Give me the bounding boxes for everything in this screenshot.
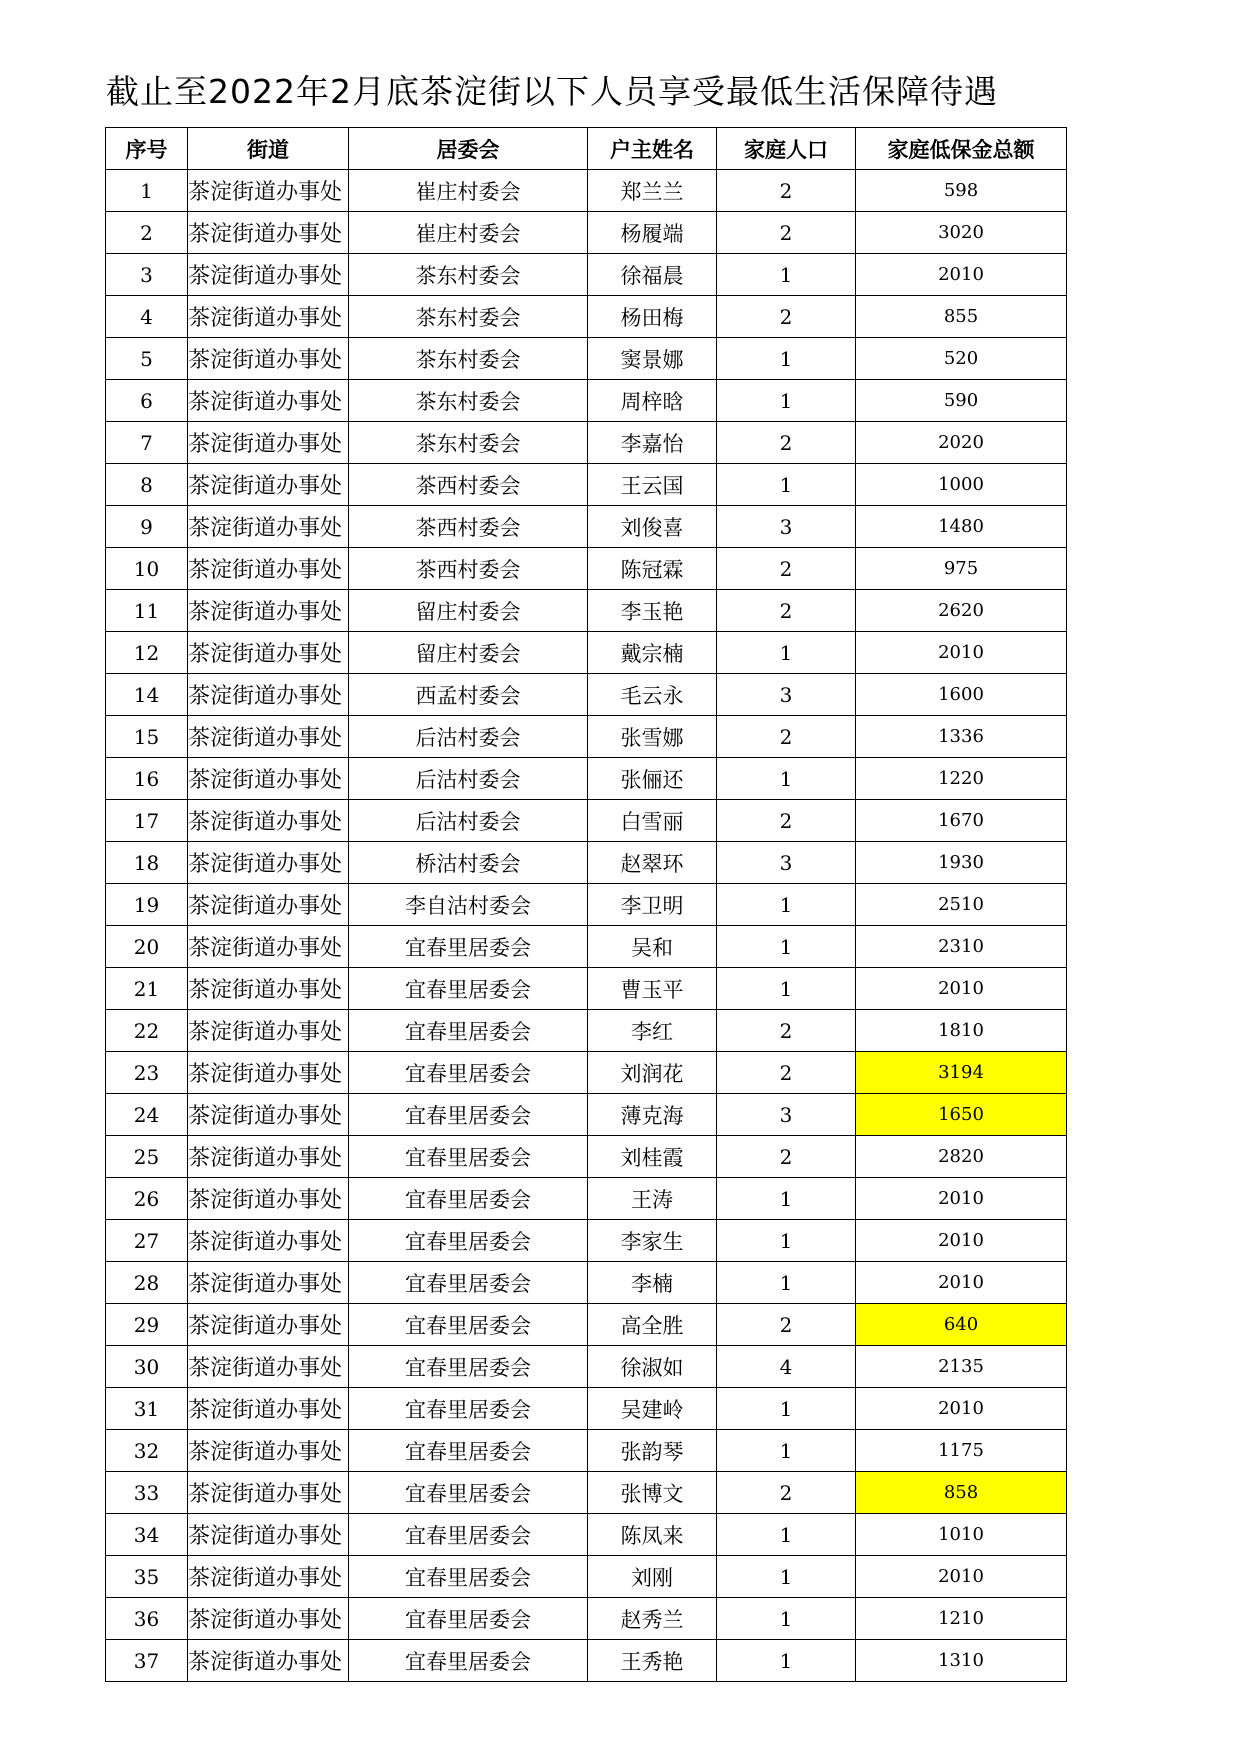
cell-street: 茶淀街道办事处 xyxy=(188,1010,349,1052)
cell-street: 茶淀街道办事处 xyxy=(188,800,349,842)
table-row xyxy=(106,1388,1067,1430)
cell-street: 茶淀街道办事处 xyxy=(188,1094,349,1136)
cell-street: 茶淀街道办事处 xyxy=(188,170,349,212)
cell-family-size: 2 xyxy=(717,1304,856,1346)
cell-family-size: 1 xyxy=(717,1220,856,1262)
cell-allowance-total: 1650 xyxy=(856,1094,1067,1136)
cell-index: 36 xyxy=(106,1598,188,1640)
table-row xyxy=(106,464,1067,506)
cell-householder: 毛云永 xyxy=(588,674,717,716)
cell-committee: 宜春里居委会 xyxy=(349,1136,588,1178)
table-header-row xyxy=(106,128,1067,170)
cell-index: 12 xyxy=(106,632,188,674)
cell-householder: 曹玉平 xyxy=(588,968,717,1010)
cell-allowance-total: 598 xyxy=(856,170,1067,212)
cell-street: 茶淀街道办事处 xyxy=(188,674,349,716)
cell-index: 24 xyxy=(106,1094,188,1136)
cell-committee: 留庄村委会 xyxy=(349,632,588,674)
page-title: 截止至2022年2月底茶淀街以下人员享受最低生活保障待遇 xyxy=(106,72,998,111)
cell-index: 28 xyxy=(106,1262,188,1304)
table-row xyxy=(106,1010,1067,1052)
cell-street: 茶淀街道办事处 xyxy=(188,296,349,338)
cell-family-size: 2 xyxy=(717,296,856,338)
cell-committee: 宜春里居委会 xyxy=(349,1430,588,1472)
cell-committee: 崔庄村委会 xyxy=(349,170,588,212)
cell-householder: 张俪还 xyxy=(588,758,717,800)
cell-committee: 宜春里居委会 xyxy=(349,1640,588,1682)
table-row xyxy=(106,212,1067,254)
cell-allowance-total: 2010 xyxy=(856,632,1067,674)
cell-street: 茶淀街道办事处 xyxy=(188,1514,349,1556)
cell-committee: 西孟村委会 xyxy=(349,674,588,716)
cell-allowance-total: 2820 xyxy=(856,1136,1067,1178)
cell-committee: 宜春里居委会 xyxy=(349,1388,588,1430)
cell-householder: 徐淑如 xyxy=(588,1346,717,1388)
table-row xyxy=(106,506,1067,548)
cell-family-size: 1 xyxy=(717,758,856,800)
cell-householder: 杨履端 xyxy=(588,212,717,254)
cell-allowance-total: 1175 xyxy=(856,1430,1067,1472)
cell-allowance-total: 2020 xyxy=(856,422,1067,464)
cell-householder: 陈凤来 xyxy=(588,1514,717,1556)
cell-householder: 刘桂霞 xyxy=(588,1136,717,1178)
table-row xyxy=(106,1472,1067,1514)
cell-index: 2 xyxy=(106,212,188,254)
cell-committee: 宜春里居委会 xyxy=(349,1304,588,1346)
cell-index: 1 xyxy=(106,170,188,212)
cell-street: 茶淀街道办事处 xyxy=(188,548,349,590)
header-family-size: 家庭人口 xyxy=(717,128,856,170)
cell-allowance-total: 3020 xyxy=(856,212,1067,254)
cell-street: 茶淀街道办事处 xyxy=(188,1640,349,1682)
cell-street: 茶淀街道办事处 xyxy=(188,1556,349,1598)
cell-family-size: 2 xyxy=(717,590,856,632)
cell-index: 10 xyxy=(106,548,188,590)
table-row xyxy=(106,800,1067,842)
cell-allowance-total: 1210 xyxy=(856,1598,1067,1640)
cell-street: 茶淀街道办事处 xyxy=(188,968,349,1010)
cell-family-size: 2 xyxy=(717,800,856,842)
cell-householder: 赵秀兰 xyxy=(588,1598,717,1640)
cell-family-size: 3 xyxy=(717,674,856,716)
cell-allowance-total: 2010 xyxy=(856,1220,1067,1262)
cell-family-size: 2 xyxy=(717,212,856,254)
header-committee: 居委会 xyxy=(349,128,588,170)
cell-committee: 宜春里居委会 xyxy=(349,1556,588,1598)
table-row xyxy=(106,1556,1067,1598)
cell-allowance-total: 2010 xyxy=(856,968,1067,1010)
cell-index: 6 xyxy=(106,380,188,422)
cell-street: 茶淀街道办事处 xyxy=(188,212,349,254)
table-row xyxy=(106,1346,1067,1388)
cell-allowance-total: 2010 xyxy=(856,1262,1067,1304)
cell-allowance-total: 975 xyxy=(856,548,1067,590)
cell-householder: 王涛 xyxy=(588,1178,717,1220)
cell-index: 11 xyxy=(106,590,188,632)
cell-family-size: 1 xyxy=(717,1388,856,1430)
cell-family-size: 2 xyxy=(717,1052,856,1094)
cell-street: 茶淀街道办事处 xyxy=(188,1472,349,1514)
cell-index: 25 xyxy=(106,1136,188,1178)
table-row xyxy=(106,380,1067,422)
cell-family-size: 1 xyxy=(717,884,856,926)
table-row xyxy=(106,254,1067,296)
cell-family-size: 1 xyxy=(717,632,856,674)
table-row xyxy=(106,968,1067,1010)
table-row xyxy=(106,884,1067,926)
cell-family-size: 4 xyxy=(717,1346,856,1388)
cell-committee: 宜春里居委会 xyxy=(349,1220,588,1262)
cell-index: 14 xyxy=(106,674,188,716)
cell-street: 茶淀街道办事处 xyxy=(188,254,349,296)
cell-householder: 王云国 xyxy=(588,464,717,506)
cell-committee: 茶东村委会 xyxy=(349,338,588,380)
cell-family-size: 2 xyxy=(717,170,856,212)
cell-index: 37 xyxy=(106,1640,188,1682)
cell-committee: 宜春里居委会 xyxy=(349,926,588,968)
table-row xyxy=(106,1640,1067,1682)
cell-index: 35 xyxy=(106,1556,188,1598)
header-street: 街道 xyxy=(188,128,349,170)
table-row xyxy=(106,1430,1067,1472)
header-householder: 户主姓名 xyxy=(588,128,717,170)
cell-street: 茶淀街道办事处 xyxy=(188,422,349,464)
cell-committee: 宜春里居委会 xyxy=(349,1262,588,1304)
cell-allowance-total: 1336 xyxy=(856,716,1067,758)
cell-committee: 宜春里居委会 xyxy=(349,1178,588,1220)
cell-index: 4 xyxy=(106,296,188,338)
cell-index: 23 xyxy=(106,1052,188,1094)
cell-committee: 宜春里居委会 xyxy=(349,1052,588,1094)
cell-street: 茶淀街道办事处 xyxy=(188,590,349,632)
cell-committee: 宜春里居委会 xyxy=(349,1472,588,1514)
cell-committee: 宜春里居委会 xyxy=(349,1346,588,1388)
cell-street: 茶淀街道办事处 xyxy=(188,1220,349,1262)
cell-allowance-total: 1930 xyxy=(856,842,1067,884)
header-index: 序号 xyxy=(106,128,188,170)
cell-householder: 张博文 xyxy=(588,1472,717,1514)
cell-committee: 茶西村委会 xyxy=(349,506,588,548)
cell-index: 20 xyxy=(106,926,188,968)
table-row xyxy=(106,422,1067,464)
cell-index: 29 xyxy=(106,1304,188,1346)
cell-index: 26 xyxy=(106,1178,188,1220)
table-body xyxy=(106,170,1067,1682)
cell-family-size: 1 xyxy=(717,464,856,506)
table-row xyxy=(106,1220,1067,1262)
cell-index: 16 xyxy=(106,758,188,800)
cell-committee: 茶东村委会 xyxy=(349,296,588,338)
cell-allowance-total: 520 xyxy=(856,338,1067,380)
cell-family-size: 1 xyxy=(717,1514,856,1556)
cell-index: 15 xyxy=(106,716,188,758)
cell-allowance-total: 2010 xyxy=(856,1178,1067,1220)
cell-index: 8 xyxy=(106,464,188,506)
cell-street: 茶淀街道办事处 xyxy=(188,1178,349,1220)
cell-householder: 吴和 xyxy=(588,926,717,968)
cell-allowance-total: 1480 xyxy=(856,506,1067,548)
cell-committee: 宜春里居委会 xyxy=(349,1010,588,1052)
cell-street: 茶淀街道办事处 xyxy=(188,1304,349,1346)
cell-index: 21 xyxy=(106,968,188,1010)
cell-street: 茶淀街道办事处 xyxy=(188,716,349,758)
table-row xyxy=(106,1178,1067,1220)
cell-index: 22 xyxy=(106,1010,188,1052)
cell-index: 31 xyxy=(106,1388,188,1430)
cell-householder: 李玉艳 xyxy=(588,590,717,632)
cell-index: 34 xyxy=(106,1514,188,1556)
cell-committee: 茶西村委会 xyxy=(349,548,588,590)
table-row xyxy=(106,1262,1067,1304)
cell-allowance-total: 2510 xyxy=(856,884,1067,926)
table-row xyxy=(106,842,1067,884)
cell-family-size: 1 xyxy=(717,1598,856,1640)
cell-householder: 周梓晗 xyxy=(588,380,717,422)
cell-index: 33 xyxy=(106,1472,188,1514)
cell-street: 茶淀街道办事处 xyxy=(188,632,349,674)
table-row xyxy=(106,548,1067,590)
cell-family-size: 1 xyxy=(717,254,856,296)
cell-householder: 刘润花 xyxy=(588,1052,717,1094)
cell-index: 17 xyxy=(106,800,188,842)
cell-street: 茶淀街道办事处 xyxy=(188,506,349,548)
cell-index: 18 xyxy=(106,842,188,884)
cell-committee: 后沽村委会 xyxy=(349,800,588,842)
cell-allowance-total: 2010 xyxy=(856,254,1067,296)
cell-family-size: 2 xyxy=(717,548,856,590)
cell-index: 7 xyxy=(106,422,188,464)
table-row xyxy=(106,338,1067,380)
cell-committee: 宜春里居委会 xyxy=(349,1598,588,1640)
cell-family-size: 1 xyxy=(717,926,856,968)
cell-family-size: 1 xyxy=(717,1430,856,1472)
cell-householder: 刘俊喜 xyxy=(588,506,717,548)
cell-householder: 刘刚 xyxy=(588,1556,717,1598)
cell-householder: 张雪娜 xyxy=(588,716,717,758)
cell-index: 30 xyxy=(106,1346,188,1388)
cell-family-size: 2 xyxy=(717,422,856,464)
cell-index: 5 xyxy=(106,338,188,380)
cell-allowance-total: 2310 xyxy=(856,926,1067,968)
table-row xyxy=(106,1304,1067,1346)
cell-householder: 李家生 xyxy=(588,1220,717,1262)
cell-street: 茶淀街道办事处 xyxy=(188,464,349,506)
cell-committee: 茶西村委会 xyxy=(349,464,588,506)
cell-allowance-total: 1220 xyxy=(856,758,1067,800)
table-row xyxy=(106,1514,1067,1556)
cell-allowance-total: 855 xyxy=(856,296,1067,338)
table-row xyxy=(106,1136,1067,1178)
cell-householder: 窦景娜 xyxy=(588,338,717,380)
cell-family-size: 2 xyxy=(717,1136,856,1178)
cell-householder: 白雪丽 xyxy=(588,800,717,842)
cell-allowance-total: 3194 xyxy=(856,1052,1067,1094)
cell-street: 茶淀街道办事处 xyxy=(188,1430,349,1472)
allowance-table xyxy=(105,127,1067,1682)
cell-allowance-total: 2135 xyxy=(856,1346,1067,1388)
cell-committee: 桥沽村委会 xyxy=(349,842,588,884)
cell-family-size: 1 xyxy=(717,1640,856,1682)
cell-householder: 郑兰兰 xyxy=(588,170,717,212)
cell-family-size: 2 xyxy=(717,1010,856,1052)
cell-family-size: 3 xyxy=(717,1094,856,1136)
cell-committee: 宜春里居委会 xyxy=(349,968,588,1010)
cell-householder: 李红 xyxy=(588,1010,717,1052)
cell-family-size: 1 xyxy=(717,380,856,422)
cell-street: 茶淀街道办事处 xyxy=(188,926,349,968)
cell-householder: 王秀艳 xyxy=(588,1640,717,1682)
cell-committee: 茶东村委会 xyxy=(349,422,588,464)
cell-householder: 李楠 xyxy=(588,1262,717,1304)
cell-street: 茶淀街道办事处 xyxy=(188,1136,349,1178)
cell-street: 茶淀街道办事处 xyxy=(188,758,349,800)
cell-householder: 吴建岭 xyxy=(588,1388,717,1430)
cell-family-size: 1 xyxy=(717,968,856,1010)
cell-allowance-total: 2010 xyxy=(856,1388,1067,1430)
cell-householder: 杨田梅 xyxy=(588,296,717,338)
cell-street: 茶淀街道办事处 xyxy=(188,338,349,380)
cell-street: 茶淀街道办事处 xyxy=(188,1262,349,1304)
cell-street: 茶淀街道办事处 xyxy=(188,1346,349,1388)
cell-street: 茶淀街道办事处 xyxy=(188,1388,349,1430)
cell-street: 茶淀街道办事处 xyxy=(188,1598,349,1640)
cell-allowance-total: 2010 xyxy=(856,1556,1067,1598)
cell-allowance-total: 1810 xyxy=(856,1010,1067,1052)
cell-street: 茶淀街道办事处 xyxy=(188,884,349,926)
cell-householder: 陈冠霖 xyxy=(588,548,717,590)
header-allowance-total: 家庭低保金总额 xyxy=(856,128,1067,170)
cell-allowance-total: 1310 xyxy=(856,1640,1067,1682)
cell-family-size: 2 xyxy=(717,716,856,758)
cell-family-size: 1 xyxy=(717,1556,856,1598)
cell-householder: 戴宗楠 xyxy=(588,632,717,674)
cell-committee: 茶东村委会 xyxy=(349,380,588,422)
table-row xyxy=(106,590,1067,632)
cell-allowance-total: 1670 xyxy=(856,800,1067,842)
cell-index: 32 xyxy=(106,1430,188,1472)
cell-householder: 赵翠环 xyxy=(588,842,717,884)
cell-householder: 张韵琴 xyxy=(588,1430,717,1472)
cell-committee: 宜春里居委会 xyxy=(349,1094,588,1136)
cell-index: 3 xyxy=(106,254,188,296)
cell-family-size: 1 xyxy=(717,338,856,380)
cell-committee: 茶东村委会 xyxy=(349,254,588,296)
cell-family-size: 2 xyxy=(717,1472,856,1514)
table-row xyxy=(106,926,1067,968)
cell-committee: 后沽村委会 xyxy=(349,758,588,800)
cell-family-size: 3 xyxy=(717,842,856,884)
cell-street: 茶淀街道办事处 xyxy=(188,380,349,422)
cell-family-size: 1 xyxy=(717,1262,856,1304)
cell-index: 19 xyxy=(106,884,188,926)
table-row xyxy=(106,758,1067,800)
cell-householder: 徐福晨 xyxy=(588,254,717,296)
table-row xyxy=(106,296,1067,338)
cell-allowance-total: 2620 xyxy=(856,590,1067,632)
cell-allowance-total: 1010 xyxy=(856,1514,1067,1556)
cell-householder: 李嘉怡 xyxy=(588,422,717,464)
table-row xyxy=(106,170,1067,212)
cell-householder: 高全胜 xyxy=(588,1304,717,1346)
table-row xyxy=(106,1598,1067,1640)
table-row xyxy=(106,674,1067,716)
table-row xyxy=(106,1052,1067,1094)
table-row xyxy=(106,716,1067,758)
cell-index: 27 xyxy=(106,1220,188,1262)
cell-householder: 李卫明 xyxy=(588,884,717,926)
cell-householder: 薄克海 xyxy=(588,1094,717,1136)
cell-allowance-total: 590 xyxy=(856,380,1067,422)
cell-committee: 崔庄村委会 xyxy=(349,212,588,254)
cell-index: 9 xyxy=(106,506,188,548)
table-row xyxy=(106,632,1067,674)
cell-committee: 宜春里居委会 xyxy=(349,1514,588,1556)
cell-allowance-total: 1000 xyxy=(856,464,1067,506)
cell-street: 茶淀街道办事处 xyxy=(188,842,349,884)
cell-committee: 留庄村委会 xyxy=(349,590,588,632)
cell-committee: 李自沽村委会 xyxy=(349,884,588,926)
cell-family-size: 3 xyxy=(717,506,856,548)
cell-family-size: 1 xyxy=(717,1178,856,1220)
table-row xyxy=(106,1094,1067,1136)
cell-street: 茶淀街道办事处 xyxy=(188,1052,349,1094)
cell-committee: 后沽村委会 xyxy=(349,716,588,758)
cell-allowance-total: 858 xyxy=(856,1472,1067,1514)
cell-allowance-total: 640 xyxy=(856,1304,1067,1346)
cell-allowance-total: 1600 xyxy=(856,674,1067,716)
